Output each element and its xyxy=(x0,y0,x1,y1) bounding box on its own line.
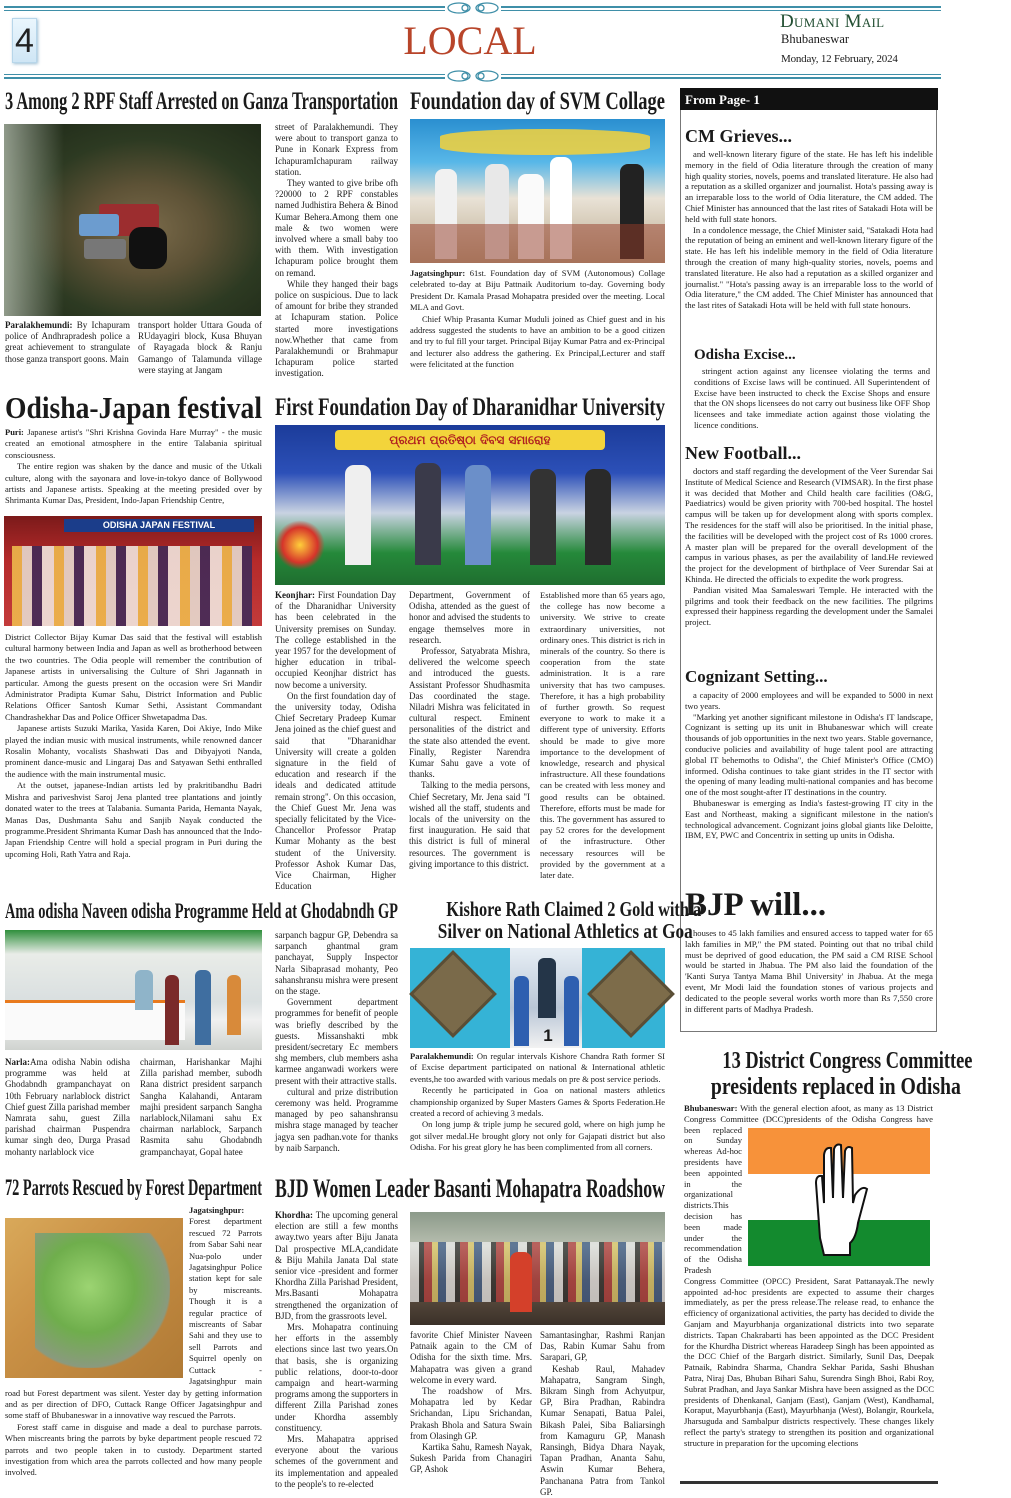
podium-number: 1 xyxy=(543,1026,553,1045)
kishore-headline-line1[interactable]: Kishore Rath Claimed 2 Gold with a xyxy=(446,897,702,921)
kishore-body xyxy=(410,1051,665,1163)
japan-intro xyxy=(5,427,262,513)
paragraph: While they hanged their bags police on suspicious. Due to lack of amount for bribe they stranded at Ichapuram station. Police started more investigations now.Whether that came from Paralakhemundi or Brahmapur Ichapuram police started investigation. xyxy=(275,278,398,379)
japan-headline[interactable]: Odisha-Japan festival xyxy=(5,390,262,425)
paragraph: They wanted to give bribe ofh ?20000 to 2 RPF constables named Judhistira Behera & Binod Kumar Behera.Among them one male & two women were involved where a small baby too with them. With investigation Ichapuram police brought them on remand. xyxy=(275,178,398,278)
paragraph: Talking to the media persons, Chief Secretary, Mr. Jena said "I wished all the staff, students and locals of the university on the first inauguration. He said that this district is full of mineral resources. The government is giving importance to this district. xyxy=(409,780,530,869)
paragraph: The entire region was shaken by the dance and music of the Utkali culture, along with the sayonara and love-in-tokyo dance of Bollywood artists and Japanese artists. Speaking at the meeting presided over by Shrimanta Kumar Das, President, Indo-Japan Friendship Centre, xyxy=(5,461,262,506)
paragraph: Chief Whip Prasanta Kumar Muduli joined as Chief guest and in his address suggested the students to have an ambition to be a good citizen and try to ful fill your target. Principal Bijay Kumar Patra and ex-Principal and lecturer also address the gathering. Ex Principal,Lecturer and staff were felicitated at the function xyxy=(410,313,665,370)
parrots-body xyxy=(5,1205,262,1477)
paragraph: At the outset, japanese-Indian artists led by prakritibandhu Badri Mishra and pariveshvist Saroj Jena planted tree plantations and jointly donated water to the trees at Talabania. Sumanta Parida, Hemanta Nayak, Manas Das, Dushmanta Sahu and Sanjib Nayak conducted the programme.President Shrimanta Kumar Dash has announced that the Indo-Japan Friendship Centre will hold a special program in Puri during the upcoming Holi, Rath Yatra and Raja. xyxy=(5,780,262,859)
dateline: Paralakhemundi: xyxy=(5,320,73,330)
hand-icon xyxy=(810,1143,870,1258)
dateline: Narla: xyxy=(5,1057,30,1067)
japan-body xyxy=(5,632,262,884)
photo-ganza-bags xyxy=(4,124,261,316)
dateline: Keonjhar: xyxy=(275,590,315,600)
page-number: 4 xyxy=(12,18,37,63)
paragraph: houses to 45 lakh families and ensured access to tapped water for 65 lakh families in MP," the PM stated. Pointing out that no tribal child must be deprived of good education, the PM said a CM RISE School would be started in Jhabua. The PM also laid the foundation of the 'Kanti Surya Tantya Mama Bhil University' in Jhabua. At the mega event, Mr Modi laid the foundation stones of various projects and dedicated to the people several works worth more than Rs 7,550 crore in different parts of Madhya Pradesh. xyxy=(685,928,933,1014)
ama-col3 xyxy=(275,930,398,1168)
paragraph: Keshab Raul, Mahadev Mahapatra, Sangram Singh, Bikram Singh from Achyutpur, GP, Bira Pradhan, Rabindra Kumar Senapati, Batua Palei, Bikash Palei, Siba Baliarsingh from Kamaguru GP, Manash Ransingh, Bidya Dhara Nayak, Tapan Pradhan, Ananta Sahu, Aswin Kumar Behera, Panchanana Patra from Tankol GP. xyxy=(540,1363,665,1497)
paragraph: Professor, Satyabrata Mishra, delivered the welcome speech and introduced the guests. Assistant Professor Shudhasmita Das coordinated the stage. Niladri Mishra was felicitated in cultural respect. Eminent personalities of the district and the state also attended the event. Finally, Register Narendra Kumar Sahu gave a vote of thanks. xyxy=(409,646,530,780)
dharanidhar-col3 xyxy=(540,590,665,882)
dharanidhar-headline[interactable]: First Foundation Day of Dharanidhar University xyxy=(275,394,665,421)
body-text: Japanese artist's "Shri Krishna Govinda Hare Murray" - the music created an emotional atmosphere in the entire Talabania spiritual consciousness. xyxy=(5,427,263,460)
medal-icon xyxy=(409,950,497,1038)
photo-svm-felicitation xyxy=(410,119,665,263)
congress-headline-line2[interactable]: presidents replaced in Odisha xyxy=(710,1074,961,1100)
dateline: Jagatsinghpur: xyxy=(189,1205,245,1215)
congress-headline-line1[interactable]: 13 District Congress Committee xyxy=(722,1048,973,1074)
photo-dharanidhar-event xyxy=(275,425,665,585)
section-headline[interactable]: New Football... xyxy=(685,443,801,463)
section-headline[interactable]: Odisha Excise... xyxy=(694,347,796,363)
body-text: The upcoming general election are still a few months away.two years after Biju Janata Dal prospective MLA,candidate & Biju Mahila Janata Dal state senior vice -president and former Khordha Zilla Parishad President, Mrs.Basanti Mohapatra strengthened the organization of BJD, from the grassroots level. xyxy=(275,1210,398,1321)
paragraph: District Collector Bijay Kumar Das said that the festival will establish cultural harmony between India and Japan as well as brotherhood between the two countries. The Odia people will remember the contribution of Japanese artists in universalising the Culture of Shri Jagannath in particular. Among the guests present on the occasion were Sri Mandir Administrator Pradipta Kumar Sahu, District Information and Public Relations Officer Santosh Kumar Sethi, Assistant Commandant Chandrashekhar Das and Police Officer Shwetapadma Das. xyxy=(5,632,262,722)
svm-body xyxy=(410,268,665,380)
paragraph: stringent action against any licensee violating the terms and conditions of Excise laws will be continued. All Superintendent of Excise have been instructed to check the Excise Shops and ensure that the ON shops licensees do not carry out business like OFF Shop licensees and take immediate action against those violating the licence conditions. xyxy=(694,366,930,430)
banner-text: ODISHA JAPAN FESTIVAL xyxy=(64,519,254,532)
paragraph: Recently he participated in Goa on national masters athletics championship organized by Super Masters Games & Sports Federation.He created a record of achieving 3 medals. xyxy=(410,1085,665,1119)
medal-icon xyxy=(587,950,675,1038)
paragraph: Mrs. Mahapatra apprised everyone about the various schemes of the government and its implementation and appealed to the people's to re-elected xyxy=(275,1434,398,1489)
section-headline[interactable]: Cognizant Setting... xyxy=(685,667,828,686)
paragraph: street of Paralakhemundi. They were about to transport ganza to Pune in Konark Express from IchapuramIchapuram railway station. xyxy=(275,122,398,177)
bjd-col2 xyxy=(410,1330,532,1478)
edition-city: Bhubaneswar xyxy=(781,32,850,46)
from-page-label: From Page- 1 xyxy=(680,88,938,110)
paragraph: The roadshow of Mrs. Mohapatra led by Kedar Srichandan, Lipu Srichandan, Prakash Bhola and Satura Swain from Olasingh GP. xyxy=(410,1386,532,1441)
cm-grieves-section xyxy=(685,125,933,311)
cognizant-section xyxy=(685,666,933,841)
congress-body xyxy=(684,1103,934,1475)
paragraph: cultural and prize distribution ceremony was held. Programme managed by peo sahanshransu mishra stage managed by teacher jagya sen padhan.vote for thanks by naib Sarpanch. xyxy=(275,1086,398,1153)
dateline: Puri: xyxy=(5,427,24,437)
ornament-icon xyxy=(445,1,501,15)
body-text: Forest department rescued 72 Parrots from Sabar Sahi near Nua-polo under Jagatsinghpur Police station kept for sale by miscreants. Though it is a regular practice of miscreants of Sabar Sahi and they use to sell Parrots and Squirrel openly on Cuttack - Jagatsinghpur main road but Forest department was silent. Yester day by getting information and as per direction of DFO, Cuttack Range Officer Jagatsinghpur and some staff of Bhubaneswar in a innovative way rescued the Parrots. xyxy=(5,1216,262,1421)
paragraph: a capacity of 2000 employees and will be expanded to 5000 in next two years. xyxy=(685,690,933,711)
bjd-col3 xyxy=(540,1330,665,1497)
rpf-col1 xyxy=(5,320,130,382)
paragraph: doctors and staff regarding the development of the Veer Surendar Sai Institute of Medical Science and Research (VIMSAR). In the first phase it was decided that Mother and Child health care facilities (O&G, Paediatrics) would be given priority with 700-bed hospital. The hostel campus will be taken up for development along with sports complex. The residences for the staff will also be prioritised. In the initial phase, the facilities will be developed with the project cost of Rs 1000 crores. A master plan will be prepared for the overall development of the campus in various phases, as per the availability of land.He reviewed the project for the development of birthplace of Veer Surendar Sai at Khinda. He directed the officials to expedite the work progress. xyxy=(685,466,933,584)
paragraph: favorite Chief Minister Naveen Patnaik again to the CM of Odisha for the sixth time. Mrs. Mahapatra was given a grand welcome in every ward. xyxy=(410,1330,532,1385)
rpf-col3 xyxy=(275,122,398,384)
dateline: Khordha: xyxy=(275,1210,314,1220)
body-text: With the general election afoot, as many as 13 District Congress Committee (DCC)presidents of the Odisha Congress have been replaced on Sunday whereas Ad-hoc presidents have been appointed in the organizational districts.This decision has been made under the recommendation of the Odisha Pradesh Congress Committee (OPCC) President, Sarat Pattanayak.The newly appointed ad-hoc presidents are expected to assume their charges immediately, as per the press release.The release read, to enhance the efficiency of organizational activities, the party has decided to divide the Ganjam and Mayurbhanja organizational districts into two separate districts. Tapan Chakrabarti has been appointed as the DCC President for the Khurdha District whereas Haradeep Singh has been appointed as the DCC Chief of the Bargarh district. Similarly, Sunil Das, Deepak Patnaik, Rabindra Sharma, Chandra Sekhar Parida, Sashi Bhushan Patra, Niraj Das, Bhuban Bihari Sahu, Surendra Singh Bhoi, Rabi Roy, Subrat Pradhan, and Jaya Sankar Mishra have been assigned as the DCC presidents of Dhenkanal, Ganjam (East), Ganjam (West), Kandhamal, Koraput, Mayurbhanja (East), Mayurbhanja (West), Bolangir, Rourkela, Jharsuguda and Sambalpur districts respectively. These changes likely reflect the party's strategy to strengthen its position and organizational structure in preparation for the upcoming elections xyxy=(684,1103,935,1448)
dharanidhar-col1 xyxy=(275,590,396,892)
ama-headline[interactable]: Ama odisha Naveen odisha Programme Held at Ghodabndh GP xyxy=(5,898,398,923)
photo-bjd-roadshow xyxy=(410,1212,665,1325)
section-headline[interactable]: CM Grieves... xyxy=(685,126,792,146)
body-text: First Foundation Day of the Dharanidhar University has been celebrated in the University premises on Sunday. The college established in the year 1957 for the development of higher education in tribal-occupied Keonjhar district has now become a university. xyxy=(275,590,396,690)
photo-ama-odisha-programme xyxy=(5,930,262,1050)
bjd-headline[interactable]: BJD Women Leader Basanti Mohapatra Roadshow xyxy=(275,1174,665,1203)
paragraph: In a condolence message, the Chief Minister said, "Satakadi Hota had the reputation of being an eminent and well-known literary figure of the state. He has left his indelible memory in the field of Odia literature through the creation of many high-quality stories, novels, poems and translated literature. He also had a reputation as a skilled organizer and journalist." "Hota's passing away is an irreparable loss to the world of Odia literature," the CM added. The Chief Minister has announced that the last rites of Satakadi Hota will be held with full state honours. xyxy=(685,224,933,311)
body-text: Ama odisha Nabin odisha programme was held at Ghodabndh grampanchayat on 10th February narlablock district Chief guest Zilla parishad member Namrata sahu, guest Zilla parishad chairman Puspendra kumar singh deo, Durga Prasad mohanty narlablock vice xyxy=(5,1057,130,1157)
banner-text: ପ୍ରଥମ ପ୍ରତିଷ୍ଠା ଦିବସ ସମାରୋହ xyxy=(335,430,605,450)
paragraph: Japanese artists Suzuki Marika, Yasida Karen, Doi Akiye, Indo Mike played the indian music with musical instruments, while renowned dancer Rosalin Mohanty, vocalists Shashwati Das and Dibyajyoti Nanda, prominent dance-music and Lingaraj Das and Satyawan Sethi enthralled the audience with the main instrumental music. xyxy=(5,723,262,779)
paragraph: Samantasinghar, Rashmi Ranjan Das, Rabin Kumar Sahu from Sarapari, GP, xyxy=(540,1330,665,1363)
body-text: 61st. Foundation day of SVM (Autonomous) Collage celebrated to-day at Biju Pattnaik Auditorium to-day. Governing body President Dr. Kamala Prasad Mohapatra presided over the meeting. Local MLA and Govt. xyxy=(410,268,665,313)
bjp-will-section xyxy=(685,886,933,1014)
rpf-col2 xyxy=(138,320,262,382)
section-headline[interactable]: BJP will... xyxy=(685,887,827,923)
paragraph: chairman, Harishankar Majhi Zilla parishad member, subodh Rana district president sarpanch Sangha Kalahandi, Antaram majhi president sarpanch Sangha narlablock,Nilamani sahu Ex chairman narlablock, Sarpanch Rasmita sahu Ghodabndh grampanchayat, Gopal hatee xyxy=(140,1057,262,1157)
dateline: Jagatsinghpur: xyxy=(410,268,466,278)
section-title: LOCAL xyxy=(403,18,537,63)
dharanidhar-col2 xyxy=(409,590,530,882)
body-text: By Ichapuram police of Andhrapradesh police a great achievement to strangulate those ganza transport goons. Main xyxy=(5,320,130,364)
paragraph: Department, Government of Odisha, attended as the guest of honor and advised the students to engage themselves more in research. xyxy=(409,590,530,645)
body-text: transport holder Uttara Gouda of RUdayagiri block, Kusa Bhuyan of Rayagada block & Ranju Gamango of Talamunda village were staying at Jangam xyxy=(138,320,262,375)
body-text: On regular intervals Kishore Chandra Rath former SI of Excise department participated on national & International athletic events,he too awarded with various medals on pre & post service periods. xyxy=(410,1051,666,1084)
photo-kishore-medals xyxy=(410,948,665,1048)
paragraph: Forest staff came in disguise and made a deal to purchase parrots. When miscreants bring the parrots by byke department people rescued 72 parrots and two people taken in to custody. Department started investigation from which area the parrots collected and how many people involved. xyxy=(5,1421,262,1478)
dateline: Bhubaneswar: xyxy=(684,1103,738,1113)
paragraph: and well-known literary figure of the state. He has left his indelible memory in the field of Odia literature through the creation of many high quality stories, novels, poems and translated literature. He also had a reputation as a skilled organizer and journalist. Hota's passing away is an irreparable loss to the world of Odia literature, the CM added. The Chief Minister has announced that the last rites of Satakadi Hota will be held with full state honors. xyxy=(685,149,933,224)
paragraph: Established more than 65 years ago, the college has now become a university. We strive to create extraordinary universities, not ordinary ones. This district is rich in minerals of the country. So there is cooperation from the state administration. It is a rare university that has two campuses. Therefore, it has a high probability of further growth. So request everyone to work to make it a different type of university. Efforts should be made to give more importance to the development of knowledge, research and physical infrastructure. All these foundations can be created with less money and good results can be obtained. Therefore, efforts must be made for this. The government has assured to pay 52 crores for the development of the infrastructure. Other necessary resources will be provided by the government at a later date. xyxy=(540,590,665,881)
kishore-headline-line2[interactable]: Silver on National Athletics at Goa xyxy=(437,919,693,943)
ornament-icon xyxy=(445,69,501,83)
ama-col1 xyxy=(5,1057,130,1167)
paragraph: sarpanch bagpur GP, Debendra sa sarpanch ghantmal gram panchayat, Supply Inspector Narla Sibaprasad mohanty, Peo sahanshransu mishra were present on the stage. xyxy=(275,930,398,997)
svm-headline[interactable]: Foundation day of SVM Collage xyxy=(410,88,665,115)
rpf-headline[interactable]: 3 Among 2 RPF Staff Arrested on Ganza Transportation xyxy=(5,88,398,115)
paragraph: "Marking yet another significant milestone in Odisha's IT landscape, Cognizant is setting up its unit in Bhubaneswar which will create thousands of job opportunities in the next two years. Stable governance, conducive policies and availability of huge talent pool are attracting global IT behemoths to Odisha", the Chief Minister's Office (CMO) informed. Odisha continues to take giant strides in the IT sector with the opening of many leading multi-national companies and has become one of the most sought-after IT destinations in the country. xyxy=(685,711,933,798)
parrots-headline[interactable]: 72 Parrots Rescued by Forest Department xyxy=(5,1175,262,1200)
photo-japan-festival xyxy=(4,516,262,626)
dateline: Paralakhemundi: xyxy=(410,1051,474,1061)
paragraph: Government department programmes for benefit of people was briefly described by the guests. Missanshakti mbk president/secretary Ec members shg members, club members asha karmee anganwadi workers were present with their attractive stalls. xyxy=(275,997,398,1086)
paragraph: Kartika Sahu, Ramesh Nayak, Sukesh Parida from Chanagiri GP, Ashok xyxy=(410,1442,532,1475)
paragraph: Mrs. Mohapatra continuing her efforts in the assembly elections since last two years.On that basis, she is organizing public relations, door-to-door campaign and heart-warming programs among the supporters in different Zilla Parishad zones under Khordha assembly constituency. xyxy=(275,1322,398,1433)
paragraph: Bhubaneswar is emerging as India's fastest-growing IT city in the East and Northeast, making a significant milestone in the nation's technological advancement. Cognizant joins global giants like Deloitte, IBM, EY, PWC and Concentrix in setting up units in Odisha. xyxy=(685,797,933,841)
masthead: Dumani Mail xyxy=(780,11,885,32)
new-football-section xyxy=(685,442,933,628)
bottom-rule xyxy=(680,1481,938,1484)
photo-rescued-parrots xyxy=(5,1218,183,1378)
paragraph: On long jump & triple jump he secured gold, where on high jump he got silver medal.He brought glory not only for Gajapati district but also Odisha. For his great glory he has been complimented from all corners. xyxy=(410,1119,665,1153)
paragraph: Pandian visited Maa Samaleswari Temple. He interacted with the pilgrims and took their feedback on the new facilities. The pilgrims expressed their happiness regarding the development under the Samalei project. xyxy=(685,584,933,628)
odisha-excise-section xyxy=(694,346,930,431)
ama-col2 xyxy=(140,1057,262,1167)
congress-flag-logo xyxy=(748,1128,934,1271)
paragraph: On the first foundation day of the university today, Odisha Chief Secretary Pradeep Kumar Jena joined as the chief guest and said that "Dharanidhar University will create a golden signature in the field of education and research if the ideals and dedicated attitude remain strong". On this occasion, the Chief Guest Mr. Jena was specially felicitated by the Vice-Chancellor Professor Pratap Kumar Mohanty as the best student of the University. Professor Ashok Kumar Das, Vice Chairman, Higher Education xyxy=(275,690,396,892)
issue-date: Monday, 12 February, 2024 xyxy=(781,53,898,65)
bjd-col1 xyxy=(275,1210,398,1489)
